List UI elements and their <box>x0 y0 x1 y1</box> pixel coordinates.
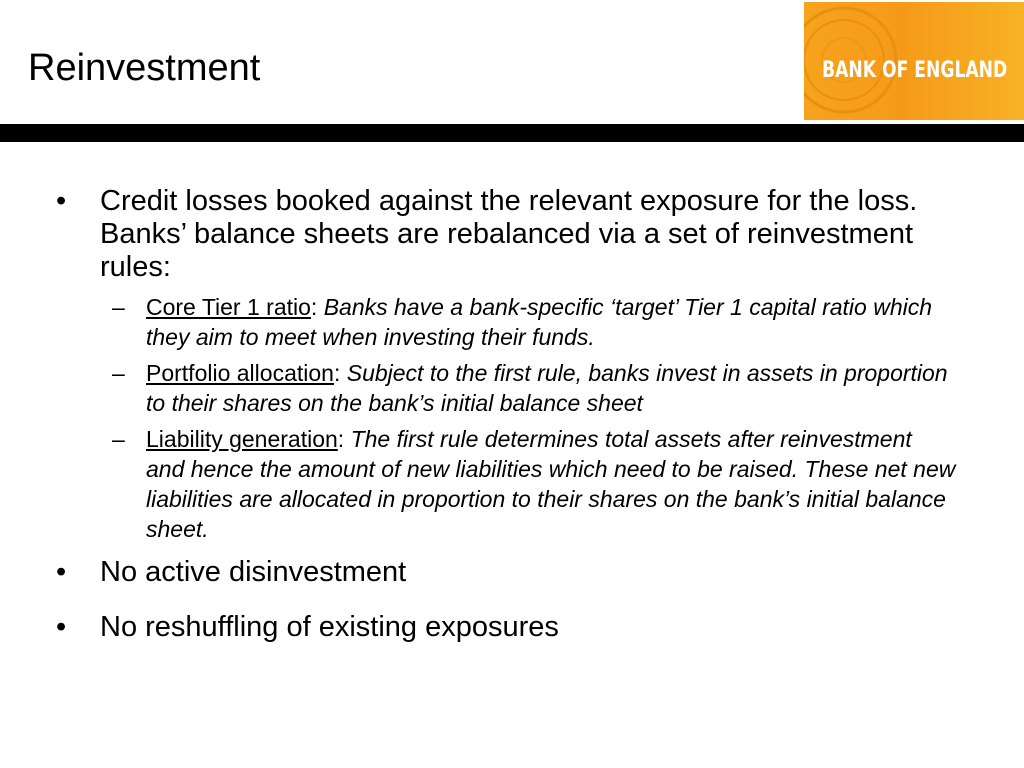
sub-bullet-marker: – <box>112 426 125 452</box>
sub-bullet-description: Subject to the first rule, banks invest in assets in proportion to their shares on the bank’s initial balance sheet <box>146 360 948 416</box>
sub-bullet-marker: – <box>112 360 125 386</box>
sub-bullet-list <box>56 292 976 544</box>
sub-bullet-marker: – <box>112 294 125 320</box>
sub-bullet-separator: : <box>333 360 347 386</box>
sub-bullet-separator: : <box>337 426 351 452</box>
sub-bullet-item <box>56 424 976 544</box>
bullet-text: Credit losses booked against the relevant exposure for the loss. Banks’ balance sheets are rebalanced via a set of reinvestment rules: <box>100 185 918 283</box>
sub-bullet-separator: : <box>310 294 324 320</box>
sub-bullet-term: Portfolio allocation <box>146 360 334 386</box>
bank-of-england-logo <box>804 2 1024 120</box>
slide-body <box>56 185 976 666</box>
logo-text: BANK OF ENGLAND <box>822 58 1008 83</box>
sub-bullet-term: Liability generation <box>146 426 338 452</box>
bullet-item <box>56 611 976 644</box>
bullet-text: No active disinvestment <box>100 556 407 588</box>
sub-bullet-item <box>56 292 976 352</box>
slide-title: Reinvestment <box>28 47 261 89</box>
bullet-marker: • <box>56 611 67 643</box>
sub-bullet-term: Core Tier 1 ratio <box>146 294 311 320</box>
sub-bullet-description: Banks have a bank-specific ‘target’ Tier 1 capital ratio which they aim to meet when investing their funds. <box>146 294 933 350</box>
bullet-item <box>56 185 976 284</box>
title-divider <box>0 124 1024 142</box>
bullet-item <box>56 556 976 589</box>
sub-bullet-item <box>56 358 976 418</box>
sub-bullet-description: The first rule determines total assets after reinvestment and hence the amount of new liabilities which need to be raised. These net new liabilities are allocated in proportion to their shares on the bank’s initial balance sheet. <box>146 426 956 542</box>
bullet-marker: • <box>56 185 67 217</box>
bullet-marker: • <box>56 556 67 588</box>
bullet-text: No reshuffling of existing exposures <box>100 611 559 643</box>
